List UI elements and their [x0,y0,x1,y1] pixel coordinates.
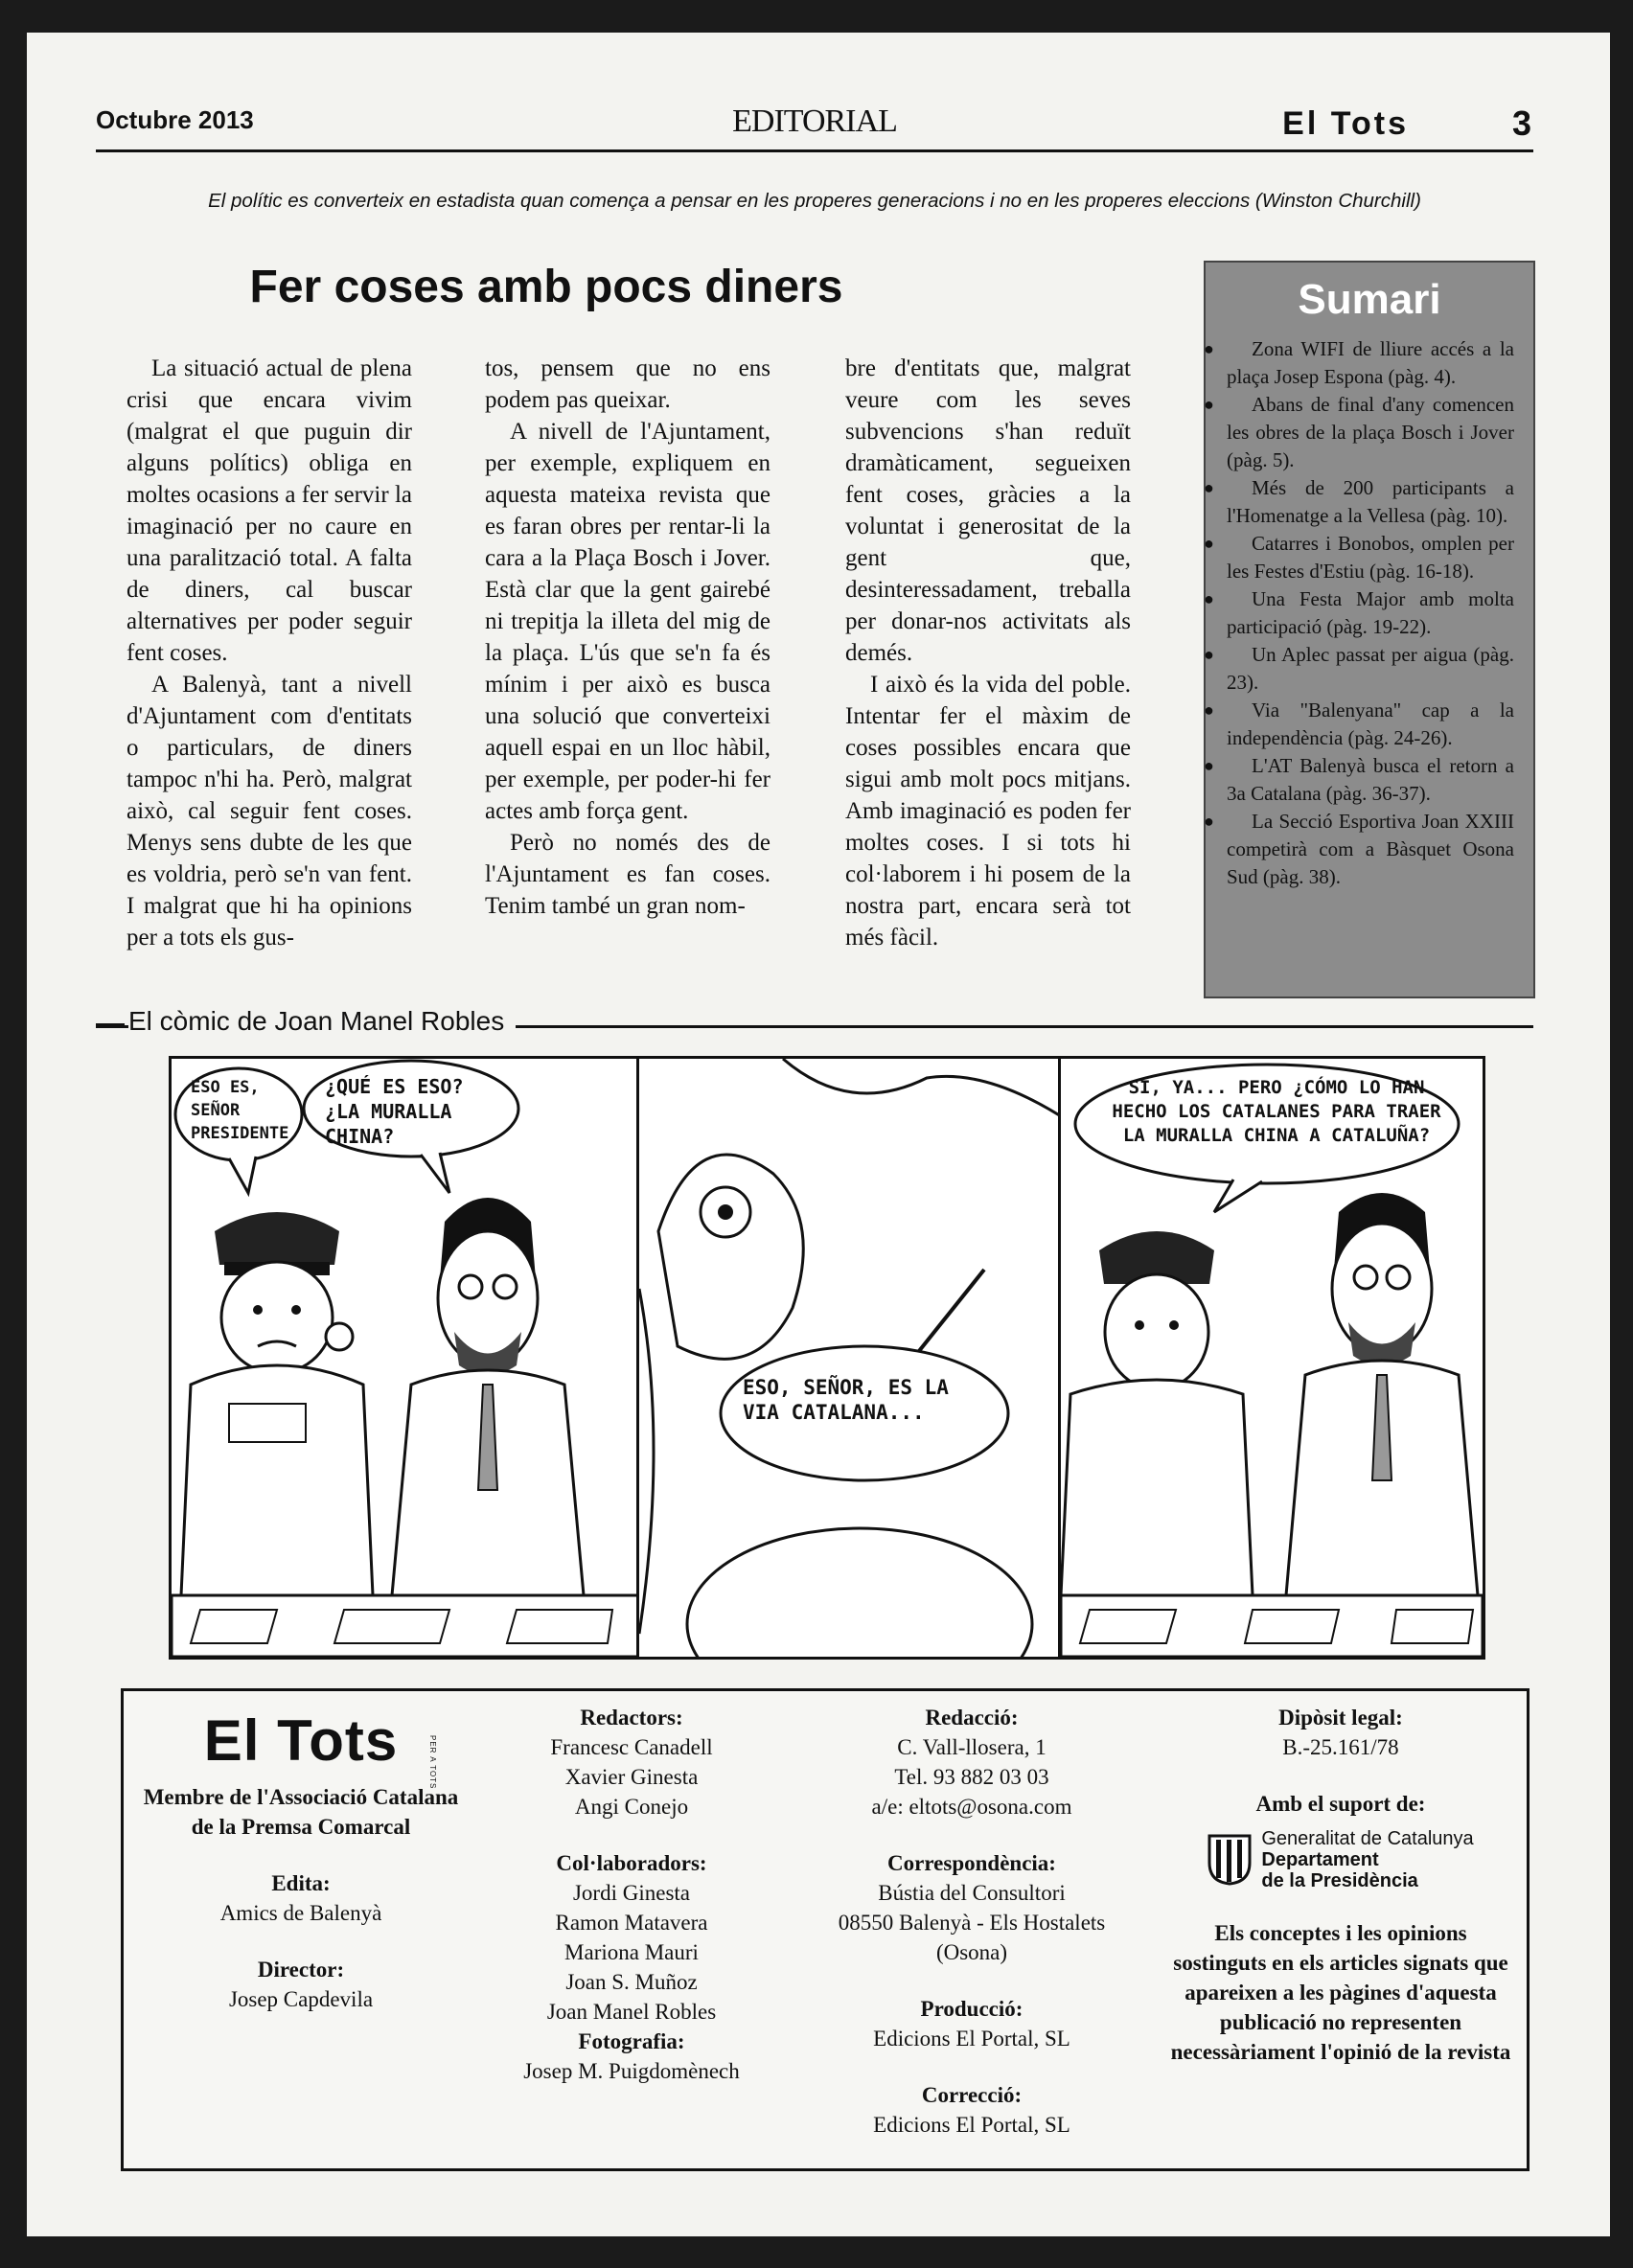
paragraph: Però no només des de l'Ajuntament es fan coses. Tenim també un gran nom- [485,830,770,919]
section-title: EDITORIAL [732,103,897,139]
comic-drawing-2 [639,1059,1061,1657]
epigraph-quote: El polític es converteix en estadista quan comença a pensar en les properes generacions i no en les properes eleccions (Winston Churchill) [208,190,1421,212]
director-value: Josep Capdevila [228,1987,374,2011]
summary-item: ● Zona WIFI de lliure accés a la plaça Josep Espona (pàg. 4). [1227,335,1514,391]
summary-item: ● La Secció Esportiva Joan XXIII competirà com a Bàsquet Osona Sud (pàg. 38). [1227,808,1514,891]
page-header [96,77,1533,152]
comic-drawing-3 [1061,1059,1483,1657]
director-label: Director: [257,1958,345,1982]
collaboradors-label: Col·laboradors: [556,1851,707,1875]
redaccio-line: C. Vall-llosera, 1 [897,1735,1046,1759]
edita-label: Edita: [271,1871,331,1895]
diposit-label: Dipòsit legal: [1278,1706,1403,1730]
disclaimer: Els conceptes i les opinions sostinguts en els articles signats que apareixen a les pàgines d'aquesta publicació no representen necessàriament l'opinió de la revista [1170,1921,1511,2064]
summary-box [1204,261,1535,998]
speech-bubble-1: ESO ES, SEÑOR PRESIDENTE [191,1078,289,1143]
speech-bubble-3: ESO, SEÑOR, ES LA VIA CATALANA... [743,1376,949,1424]
masthead-col-3 [814,1703,1130,2140]
publication-logo: El Tots [203,1708,399,1773]
correccio-label: Correcció: [921,2083,1023,2107]
comic-heading: El còmic de Joan Manel Robles [128,1006,516,1037]
comic-panel-2 [639,1059,1061,1657]
collaborador-name: Joan Manel Robles [546,2000,717,2024]
summary-title: Sumari [1298,276,1441,323]
paragraph: La situació actual de plena crisi que encara vivim (malgrat el que puguin dir alguns polítics) obliga en moltes ocasions a fer servir la imaginació per no caure en una paralització total. A falta de diners, cal buscar alternatives per poder seguir fent coses. [126,355,412,666]
redactor-name: Francesc Canadell [550,1735,713,1759]
paragraph: A Balenyà, tant a nivell d'Ajuntament com d'entitats o particulars, de diners tampoc n'hi ha. Però, malgrat això, cal seguir fent coses. Menys sens dubte de les que es voldria, però se'n van fent. I malgrat que hi ha opinions per a tots els gus- [126,672,412,951]
divider [96,1023,125,1026]
collaborador-name: Jordi Ginesta [572,1881,690,1905]
correspondencia-label: Correspondència: [887,1851,1056,1875]
diposit-value: B.-25.161/78 [1282,1735,1399,1759]
article-column-1 [126,353,412,953]
masthead-col-1 [143,1708,459,2014]
paragraph: bre d'entitats que, malgrat veure com les seves subvencions s'han reduït dramàticament, segueixen fent coses, gràcies a la voluntat i generositat de la gent que, desinteressadament, treballa per donar-nos activitats als demés. [845,355,1131,666]
speech-bubble-2: ¿QUÉ ES ESO? ¿LA MURALLA CHINA? [325,1075,464,1148]
masthead-col-2 [488,1703,775,2086]
generalitat-line-1: Generalitat de Catalunya [1261,1828,1474,1849]
summary-item: ● Catarres i Bonobos, omplen per les Festes d'Estiu (pàg. 16-18). [1227,530,1514,585]
comic-panel-3 [1061,1059,1483,1657]
summary-item: ● Més de 200 participants a l'Homenatge a la Vellesa (pàg. 10). [1227,474,1514,530]
paragraph: tos, pensem que no ens podem pas queixar. [485,355,770,413]
generalitat-line-3: de la Presidència [1261,1870,1418,1891]
redaccio-line: a/e: eltots@osona.com [871,1795,1072,1819]
summary-item: ● Via "Balenyana" cap a la independència (pàg. 24-26). [1227,697,1514,752]
comic-panel-1 [172,1059,639,1657]
paragraph: A nivell de l'Ajuntament, per exemple, expliquem en aquesta mateixa revista que es faran obres per rentar-li la cara a la Plaça Bosch i Jover. Està clar que la gent gairebé ni trepitja la illeta del mig de la plaça. L'ús que se'n fa és mínim i per això es busca una solució que converteixi aquell espai en un lloc hàbil, per exemple, per poder-hi fer actes amb força gent. [485,419,770,824]
edita-value: Amics de Balenyà [219,1901,382,1925]
masthead-box [121,1688,1530,2171]
summary-list [1206,335,1533,891]
fotografia-value: Josep M. Puigdomènech [523,2059,740,2083]
generalitat-emblem-icon [1208,1834,1252,1886]
fotografia-label: Fotografia: [578,2029,685,2053]
redactors-label: Redactors: [580,1706,683,1730]
comic-strip [169,1056,1485,1660]
article-title: Fer coses amb pocs diners [249,262,843,312]
correccio-value: Edicions El Portal, SL [873,2113,1070,2137]
correspondencia-line: (Osona) [935,1940,1008,1964]
correspondencia-line: 08550 Balenyà - Els Hostalets [838,1911,1106,1935]
summary-item: ● L'AT Balenyà busca el retorn a 3a Catalana (pàg. 36-37). [1227,752,1514,808]
produccio-label: Producció: [920,1997,1024,2021]
redactor-name: Angi Conejo [574,1795,689,1819]
collaborador-name: Joan S. Muñoz [565,1970,698,1994]
correspondencia-line: Bústia del Consultori [878,1881,1066,1905]
issue-date: Octubre 2013 [96,105,254,134]
redaccio-line: Tel. 93 882 03 03 [894,1765,1049,1789]
speech-bubble-4: SI, YA... PERO ¿CÓMO LO HAN HECHO LOS CATALANES PARA TRAER LA MURALLA CHINA A CATALUÑA? [1112,1077,1441,1146]
summary-item: ● Un Aplec passat per aigua (pàg. 23). [1227,641,1514,697]
page-number: 3 [1511,103,1531,143]
logo-tagline: PER A TOTS [428,1735,437,1790]
article-column-2 [485,353,770,922]
paragraph: I això és la vida del poble. Intentar fer el màxim de coses possibles encara que sigui amb molt pocs mitjans. Amb imaginació es poden fer moltes coses. I si tots hi col·laborem i hi posem de la nostra part, encara serà tot més fàcil. [845,672,1131,951]
summary-item: ● Abans de final d'any comencen les obres de la plaça Bosch i Jover (pàg. 5). [1227,391,1514,474]
redactor-name: Xavier Ginesta [564,1765,699,1789]
collaborador-name: Ramon Matavera [555,1911,708,1935]
member-text: Membre de l'Associació Catalana de la Premsa Comarcal [143,1785,459,1839]
publication-name: El Tots [1282,105,1409,142]
article-column-3 [845,353,1131,953]
generalitat-logo [1168,1828,1513,1891]
suport-label: Amb el suport de: [1255,1792,1426,1816]
produccio-value: Edicions El Portal, SL [873,2027,1070,2050]
generalitat-line-2: Departament [1261,1849,1379,1870]
collaborador-name: Mariona Mauri [564,1940,699,1964]
summary-item: ● Una Festa Major amb molta participació (pàg. 19-22). [1227,585,1514,641]
comic-heading-bar [96,1004,1533,1042]
masthead-col-4 [1168,1703,1513,2067]
redaccio-label: Redacció: [925,1706,1019,1730]
